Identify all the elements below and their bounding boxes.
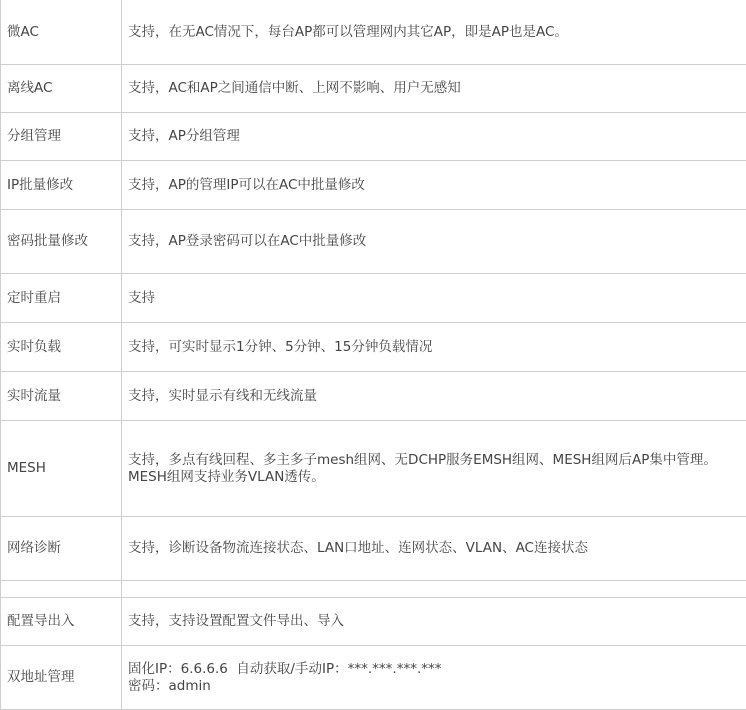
row-value-line: MESH组网支持业务VLAN透传。 [128, 469, 742, 486]
row-value [122, 646, 746, 710]
row-value [122, 0, 746, 65]
row-value [122, 161, 746, 210]
table-row [1, 598, 746, 646]
row-value [122, 323, 746, 372]
row-key: 分组管理 [1, 113, 122, 161]
table-row [1, 113, 746, 161]
row-value-line: 支持 [128, 290, 742, 307]
table-row [1, 210, 746, 274]
table-row [1, 65, 746, 113]
row-value-line: 支持，AP分组管理 [128, 128, 742, 145]
table-row [1, 421, 746, 517]
row-value [122, 421, 746, 517]
row-value [122, 372, 746, 421]
row-value-line: 支持，可实时显示1分钟、5分钟、15分钟负载情况 [128, 339, 742, 356]
table-row-empty [1, 581, 746, 598]
row-key: 密码批量修改 [1, 210, 122, 274]
row-value-line: 支持，多点有线回程、多主多子mesh组网、无DCHP服务EMSH组网、MESH组网后AP集中管理。 [128, 452, 742, 469]
row-value [122, 65, 746, 113]
row-key: 实时负载 [1, 323, 122, 372]
row-value [122, 581, 746, 598]
row-key: MESH [1, 421, 122, 517]
table-row [1, 161, 746, 210]
row-key: 双地址管理 [1, 646, 122, 710]
row-key: 微AC [1, 0, 122, 65]
row-key: 网络诊断 [1, 517, 122, 581]
row-value-line: 密码：admin [128, 678, 742, 695]
table-row [1, 372, 746, 421]
table-row [1, 274, 746, 323]
table-row [1, 517, 746, 581]
table-row [1, 323, 746, 372]
row-key: 定时重启 [1, 274, 122, 323]
row-key: 离线AC [1, 65, 122, 113]
row-value [122, 113, 746, 161]
row-value-line: 支持，在无AC情况下，每台AP都可以管理网内其它AP，即是AP也是AC。 [128, 24, 742, 41]
row-key: 实时流量 [1, 372, 122, 421]
row-value [122, 210, 746, 274]
row-value-line: 支持，诊断设备物流连接状态、LAN口地址、连网状态、VLAN、AC连接状态 [128, 540, 742, 557]
table-row [1, 0, 746, 65]
row-value [122, 598, 746, 646]
row-value-line: 支持，实时显示有线和无线流量 [128, 388, 742, 405]
table-row [1, 646, 746, 710]
row-value-line: 固化IP：6.6.6.6 自动获取/手动IP：***.***.***.*** [128, 661, 742, 678]
row-value-line: 支持，AP登录密码可以在AC中批量修改 [128, 233, 742, 250]
row-value-line: 支持，AP的管理IP可以在AC中批量修改 [128, 177, 742, 194]
row-key: 配置导出入 [1, 598, 122, 646]
row-value-line: 支持，AC和AP之间通信中断、上网不影响、用户无感知 [128, 80, 742, 97]
row-value-line: 支持，支持设置配置文件导出、导入 [128, 613, 742, 630]
row-value [122, 274, 746, 323]
row-value [122, 517, 746, 581]
row-key [1, 581, 122, 598]
row-key: IP批量修改 [1, 161, 122, 210]
